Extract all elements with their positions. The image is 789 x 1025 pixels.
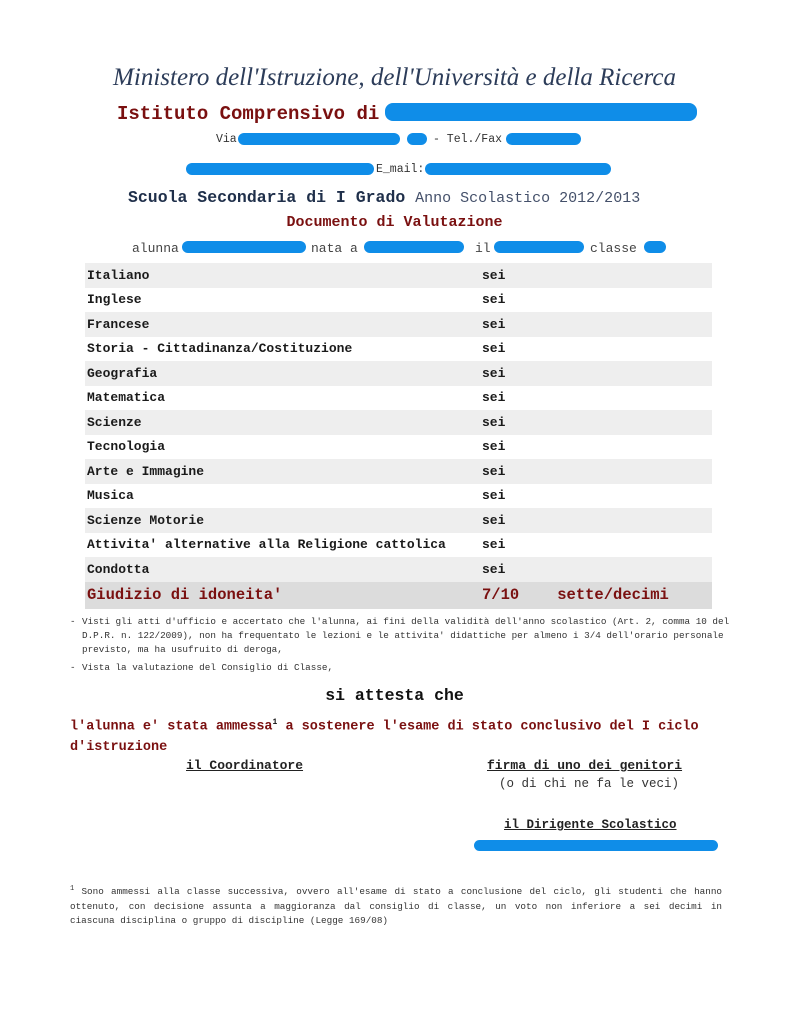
final-score-cell xyxy=(480,582,712,609)
footnote-text: Sono ammessi alla classe successiva, ovvero all'esame di stato a conclusione del ciclo, gli studenti che hanno ottenuto, con decisione assunta a maggioranza dal consiglio di classe, un voto non inferiore a sei decimi in ciascuna disciplina o gruppo di discipline (Legge 169/08) xyxy=(70,886,722,927)
address-via: Via xyxy=(216,133,237,146)
grade-row xyxy=(85,508,712,533)
school-name xyxy=(117,103,379,125)
redaction-class xyxy=(644,241,666,253)
subject-grade: sei xyxy=(480,459,712,484)
notes-section xyxy=(70,615,730,679)
subject-name: Musica xyxy=(87,488,134,504)
school-type: Scuola Secondaria di I Grado xyxy=(128,188,406,207)
address-tel: - Tel./Fax xyxy=(433,133,503,146)
note-item xyxy=(70,661,730,675)
subject-name: Arte e Immagine xyxy=(85,459,480,484)
subject-grade: sei xyxy=(480,263,712,288)
redaction-birthdate xyxy=(494,241,584,253)
subject-name: Storia - Cittadinanza/Costituzione xyxy=(87,341,353,357)
document-title: Documento di Valutazione xyxy=(286,214,503,231)
grade-row xyxy=(85,263,712,288)
subject-grade: sei xyxy=(480,312,712,337)
subject-grade: sei xyxy=(482,537,506,553)
dirigente-label: il Dirigente Scolastico xyxy=(504,818,677,832)
grade-row xyxy=(85,386,712,411)
subject-grade: sei xyxy=(480,557,712,582)
subject-name: Matematica xyxy=(87,390,166,406)
subject-grade: sei xyxy=(480,508,712,533)
grade-row xyxy=(85,557,712,582)
note-text: Vista la valutazione del Consiglio di Classe, xyxy=(82,662,334,673)
subject-grade: sei xyxy=(482,341,506,357)
subject-name: Condotta xyxy=(85,557,480,582)
grade-row xyxy=(85,459,712,484)
alunna-label: alunna xyxy=(132,241,179,256)
note-dash: - xyxy=(70,662,76,673)
subject-grade: sei xyxy=(482,292,506,308)
address-line xyxy=(216,133,237,146)
redaction-birthplace xyxy=(364,241,464,253)
grade-row xyxy=(85,288,712,313)
note-dash: - xyxy=(70,616,76,627)
subject-name: Francese xyxy=(85,312,480,337)
subject-name: Scienze xyxy=(85,410,480,435)
redaction-email xyxy=(425,163,611,175)
school-year: Anno Scolastico 2012/2013 xyxy=(415,190,641,207)
redaction-number xyxy=(407,133,427,145)
grades-table xyxy=(85,263,712,609)
note-item xyxy=(70,615,730,657)
grade-row xyxy=(85,435,712,460)
ammessa-text-b: a sostenere l'esame di stato conclusivo del I ciclo d'istruzione xyxy=(70,719,699,755)
classe-label: classe xyxy=(590,241,637,256)
subject-grade: sei xyxy=(480,361,712,386)
footnote-ref: 1 xyxy=(272,718,278,727)
grade-row xyxy=(85,484,712,509)
final-judgement-row xyxy=(85,582,712,609)
subject-grade: sei xyxy=(482,488,506,504)
grade-row xyxy=(85,361,712,386)
subject-grade: sei xyxy=(482,439,506,455)
final-score-words: sette/decimi xyxy=(557,586,669,604)
il-label: il xyxy=(475,241,491,256)
ammessa-text-a: l'alunna e' stata ammessa xyxy=(70,719,273,735)
note-text: Visti gli atti d'ufficio e accertato che l'alunna, ai fini della validità dell'anno scolastico (Art. 2, comma 10 del D.P.R. n. 122/2009), non ha frequentato le lezioni e le attivita' didattiche per almeno i 3/4 dell'orario personale previsto, ma ha usufruito di deroga, xyxy=(82,616,730,655)
ministry-title: Ministero dell'Istruzione, dell'Università e della Ricerca xyxy=(113,64,676,91)
redaction-phone xyxy=(506,133,581,145)
subject-grade: sei xyxy=(480,410,712,435)
redaction-street xyxy=(238,133,400,145)
subject-name: Scienze Motorie xyxy=(85,508,480,533)
redaction-dirigente-name xyxy=(474,840,718,851)
attesta-heading: si attesta che xyxy=(325,686,464,705)
redaction-website xyxy=(186,163,374,175)
final-label: Giudizio di idoneita' xyxy=(85,582,480,609)
grades-body xyxy=(85,263,712,609)
subject-grade: sei xyxy=(482,390,506,406)
school-type-line xyxy=(128,188,640,207)
redaction-school xyxy=(385,103,697,121)
footnote xyxy=(70,882,722,929)
school-prefix: Istituto Comprensivo di xyxy=(117,103,380,125)
footnote-marker: 1 xyxy=(70,885,75,893)
email-label: E_mail: xyxy=(376,163,425,176)
grade-row xyxy=(85,312,712,337)
student-line xyxy=(132,241,179,256)
grade-row xyxy=(85,410,712,435)
subject-name: Inglese xyxy=(87,292,142,308)
ammessa-statement xyxy=(70,713,730,758)
coordinatore-label: il Coordinatore xyxy=(186,758,304,773)
subject-name: Tecnologia xyxy=(87,439,166,455)
subject-name: Attivita' alternative alla Religione cattolica xyxy=(87,537,446,553)
redaction-student-name xyxy=(182,241,306,253)
nata-label: nata a xyxy=(311,241,358,256)
grade-row xyxy=(85,533,712,558)
genitori-label: firma di uno dei genitori xyxy=(487,758,683,773)
final-score: 7/10 xyxy=(482,586,520,604)
subject-name: Geografia xyxy=(85,361,480,386)
subject-name: Italiano xyxy=(85,263,480,288)
genitori-note: (o di chi ne fa le veci) xyxy=(499,777,680,791)
grade-row xyxy=(85,337,712,362)
